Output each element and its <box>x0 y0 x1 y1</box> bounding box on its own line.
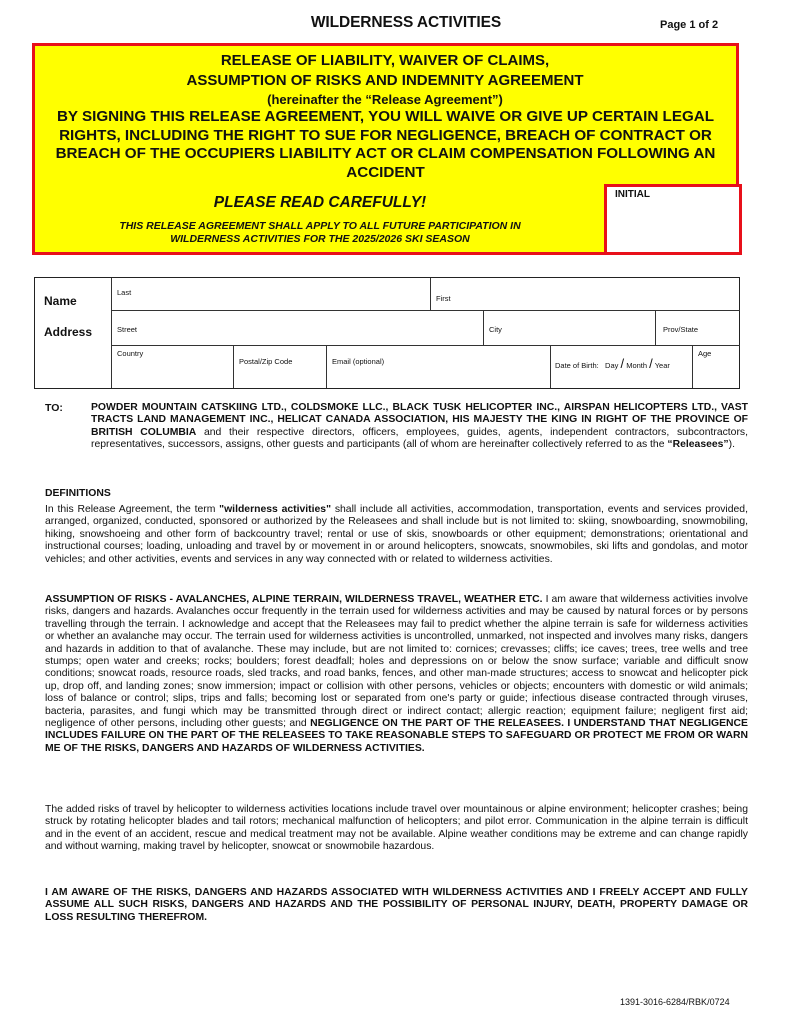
country-field[interactable]: Country <box>117 349 144 358</box>
form-rule <box>430 278 431 310</box>
document-title: WILDERNESS ACTIVITIES <box>310 14 502 31</box>
definitions-paragraph <box>45 504 748 566</box>
dob-day: Day <box>605 361 619 370</box>
helicopter-risks-paragraph: The added risks of travel by helicopter to wilderness activities locations include travel over mountainous or alpine environment; helicopter crashes; being struck by rotating helicopter blades and tail rotors; mechanical malfunction of helicopters; and pilot error. Communication in the alpine terrain is difficult and in the event of an accident, rescue and medical treatment may not be available. Alpine weather conditions may be extreme and can change rapidly and without warning, making travel by helicopter, snowcat or snowmobile hazardous. <box>45 804 748 853</box>
negligence-clause: NEGLIGENCE ON THE PART OF THE RELEASEES. I UNDERSTAND THAT NEGLIGENCE INCLUDES FAILURE ON THE PART OF THE RELEASEES TO TAKE REASONABLE STEPS TO SAFEGUARD OR PROTECT ME FROM OR WARN ME OF THE RISKS, DANGERS AND HAZARDS OF WILDERNESS ACTIVITIES. <box>45 718 748 754</box>
form-rule <box>111 278 112 388</box>
date-of-birth-field[interactable] <box>555 356 670 371</box>
banner-heading-line3: (hereinafter the “Release Agreement”) <box>267 92 503 107</box>
participant-info-form <box>34 277 740 389</box>
season-notice-line1: THIS RELEASE AGREEMENT SHALL APPLY TO ALL FUTURE PARTICIPATION IN <box>119 220 521 232</box>
form-rule <box>655 310 656 345</box>
name-row-label: Name <box>44 294 77 308</box>
releasees-term: “Releasees” <box>667 439 729 451</box>
last-name-field[interactable]: Last <box>117 288 132 297</box>
releasee-names: POWDER MOUNTAIN CATSKIING LTD., COLDSMOKE LLC., BLACK TUSK HELICOPTER INC., AIRSPAN HELICOPTERS LTD., VAST TRACTS LAND MANAGEMENT INC., HELICAT CANADA ASSOCIATION, HIS MAJESTY THE KING IN RIGHT OF THE PROVINCE OF BRITISH COLUMBIA <box>91 402 748 438</box>
releasees-list <box>91 402 748 452</box>
form-rule <box>326 345 327 388</box>
form-rule <box>233 345 234 388</box>
page-number: Page 1 of 2 <box>660 19 719 31</box>
release-banner <box>32 43 739 255</box>
releasees-description: and their respective directors, officers, employees, guides, agents, independent contractors, subcontractors, representatives, successors, assigns, other guests and participants (all of whom are hereinafter collectively referred to as the <box>91 426 748 451</box>
dob-label: Date of Birth: <box>555 361 599 370</box>
prov-state-field[interactable]: Prov/State <box>663 325 699 334</box>
assumption-heading: ASSUMPTION OF RISKS - AVALANCHES, ALPINE TERRAIN, WILDERNESS TRAVEL, WEATHER ETC. <box>45 594 543 605</box>
definitions-body: shall include all activities, accommodation, transportation, events and services provided, arranged, organized, conducted, sponsored or authorized by the Releasees and shall include but is not limited to: skiing, snowboarding, snowmobiling, hiking, snowshoeing and other form of backcountry travel; rental or use of skis, snowboards or other equipment; demonstrations; orientational and instructional courses; loading, unloading and travel by or movement in or around helicopters, snowcats, snowmobiles, ski lifts and gondolas, and motor vehicles; and other activities, events and services in any way connected with or related to wilderness activities. <box>45 504 748 565</box>
initial-label: INITIAL <box>615 189 650 200</box>
first-name-field[interactable]: First <box>436 294 451 303</box>
definitions-pre: In this Release Agreement, the term <box>45 504 220 515</box>
dob-year: Year <box>654 361 670 370</box>
city-field[interactable]: City <box>489 325 502 334</box>
legal-rights-warning: BY SIGNING THIS RELEASE AGREEMENT, YOU WILL WAIVE OR GIVE UP CERTAIN LEGAL RIGHTS, INCLUDING THE RIGHT TO SUE FOR NEGLIGENCE, BREACH OF CONTRACT OR BREACH OF THE OCCUPIERS LIABILITY ACT OR CLAIM COMPENSATION FOLLOWING AN ACCIDENT <box>55 108 716 181</box>
dob-separator: / <box>620 356 625 371</box>
definitions-heading: DEFINITIONS <box>45 488 111 499</box>
banner-heading-line1: RELEASE OF LIABILITY, WAIVER OF CLAIMS, <box>220 52 550 69</box>
form-rule <box>692 345 693 388</box>
document-reference-number: 1391-3016-6284/RBK/0724 <box>620 997 730 1007</box>
street-field[interactable]: Street <box>117 325 138 334</box>
banner-heading-line2: ASSUMPTION OF RISKS AND INDEMNITY AGREEMENT <box>186 72 584 89</box>
season-applicability-notice <box>55 220 585 246</box>
dob-month: Month <box>626 361 648 370</box>
form-rule <box>111 310 740 311</box>
postal-code-field[interactable]: Postal/Zip Code <box>239 357 293 366</box>
age-field[interactable]: Age <box>698 349 712 358</box>
form-rule <box>483 310 484 345</box>
assumption-body: I am aware that wilderness activities involve risks, dangers and hazards. Avalanches occur frequently in the terrain used for wilderness activities and may be caused by natural forces or by persons travelling through the terrain. I acknowledge and accept that the Releasees may fail to predict whether the alpine terrain is safe for wilderness activities or whether an avalanche may occur. The terrain used for wilderness activities is uncontrolled, unmarked, not inspected and involves many risks, dangers and hazards in addition to that of avalanche. These may include, but are not limited to: cornices; crevasses; cliffs; ice caves; trees, tree wells and tree stumps; open water and creeks; rocks; boulders; forest deadfall; holes and depressions on or below the snow surface; variable and difficult snow conditions; snowcat roads, resource roads, sled tracks, and road banks, fences, and other man-made structures; access to snowcat and helicopter pick up, drop off, and landing zones; snow immersion; impact or collision with other persons, vehicles or objects; encounters with domestic or wild animals; loss of balance or control; slips, trips and falls; becoming lost or separated from one's party or guide; infectious disease contracted through viruses, bacteria, parasites, and fungi which may be transmitted through direct or indirect contact; allergic reaction; equipment failure; negligent first aid; negligence of other persons, including other guests; and <box>45 594 748 730</box>
email-field[interactable]: Email (optional) <box>332 357 385 366</box>
form-rule <box>550 345 551 388</box>
address-row-label: Address <box>44 325 93 339</box>
wilderness-activities-term: "wilderness activities" <box>219 504 332 515</box>
risk-acceptance-statement: I AM AWARE OF THE RISKS, DANGERS AND HAZARDS ASSOCIATED WITH WILDERNESS ACTIVITIES AND I FREELY ACCEPT AND FULLY ASSUME ALL SUCH RISKS, DANGERS AND HAZARDS AND THE POSSIBILITY OF PERSONAL INJURY, DEATH, PROPERTY DAMAGE OR LOSS RESULTING THEREFROM. <box>45 887 748 923</box>
to-label: TO: <box>45 402 63 414</box>
please-read-notice: PLEASE READ CAREFULLY! <box>213 194 427 211</box>
dob-separator: / <box>649 356 653 371</box>
form-rule <box>111 345 740 346</box>
initial-box[interactable] <box>604 184 742 255</box>
assumption-of-risks-paragraph <box>45 594 748 755</box>
releasees-end: ). <box>728 439 735 451</box>
season-notice-line2: WILDERNESS ACTIVITIES FOR THE 2025/2026 SKI SEASON <box>170 233 470 245</box>
